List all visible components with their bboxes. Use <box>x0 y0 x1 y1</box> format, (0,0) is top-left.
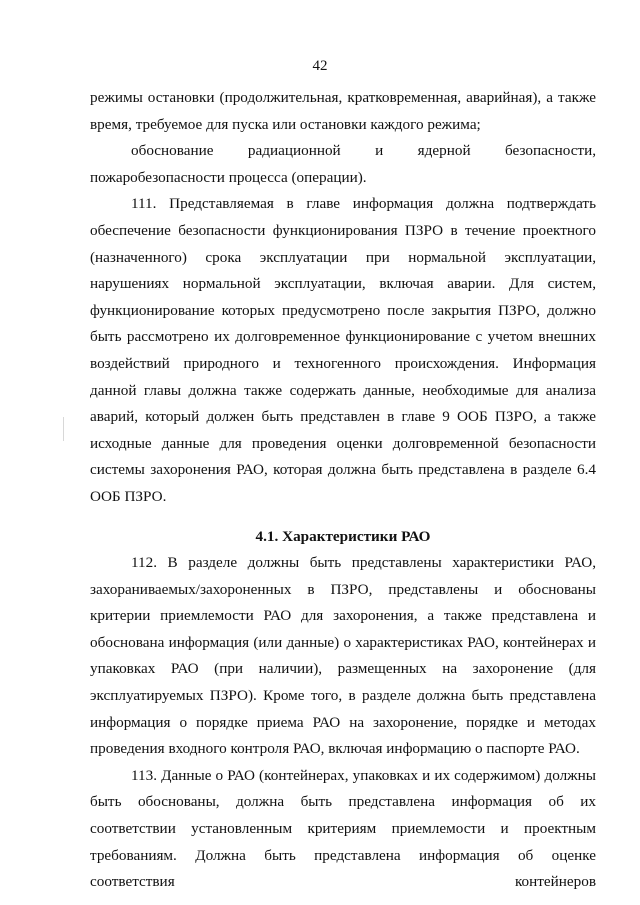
paragraph-stop-modes: режимы остановки (продолжительная, кратковременная, аварийная), а также время, требуемое для пуска или остановки каждого режима; <box>90 89 596 133</box>
paragraph-safety-justification: обоснование радиационной и ядерной безопасности, пожаробезопасности процесса (операции). <box>90 142 596 186</box>
paragraph-113: 113. Данные о РАО (контейнерах, упаковках и их содержимом) должны быть обоснованы, должна быть представлена информация об их соответствии установленным критериям приемлемости и проектным требованиям. Должна быть представлена информация об оценке соответствия контейнеров <box>90 766 596 891</box>
section-heading: 4.1. Характеристики РАО <box>255 527 431 545</box>
document-body <box>90 85 596 896</box>
paragraph-112: 112. В разделе должны быть представлены характеристики РАО, захораниваемых/захороненных в ПЗРО, представлены и обоснованы критерии приемлемости РАО для захоронения, а также представлена и обоснована информация (или данные) о характеристиках РАО, контейнерах и упаковках РАО (при наличии), размещенных на захоронение (для эксплуатируемых ПЗРО). Кроме того, в разделе должна быть представлена информация о порядке приема РАО на захоронение, порядке и методах проведения входного контроля РАО, включая информацию о паспорте РАО. <box>90 554 596 758</box>
scan-margin-mark <box>63 417 64 441</box>
paragraph-111: 111. Представляемая в главе информация должна подтверждать обеспечение безопасности функционирования ПЗРО в течение проектного (назначенного) срока эксплуатации при нормальной эксплуатации, нарушениях нормальной эксплуатации, включая аварии. Для систем, функционирование которых предусмотрено после закрытия ПЗРО, должно быть рассмотрено их долговременное функционирование с учетом внешних воздействий природного и техногенного происхождения. Информация данной главы должна также содержать данные, необходимые для анализа аварий, который должен быть представлен в главе 9 ООБ ПЗРО, а также исходные данные для проведения оценки долговременной безопасности системы захоронения РАО, которая должна быть представлена в разделе 6.4 ООБ ПЗРО. <box>90 195 596 505</box>
page-number: 42 <box>312 58 328 74</box>
